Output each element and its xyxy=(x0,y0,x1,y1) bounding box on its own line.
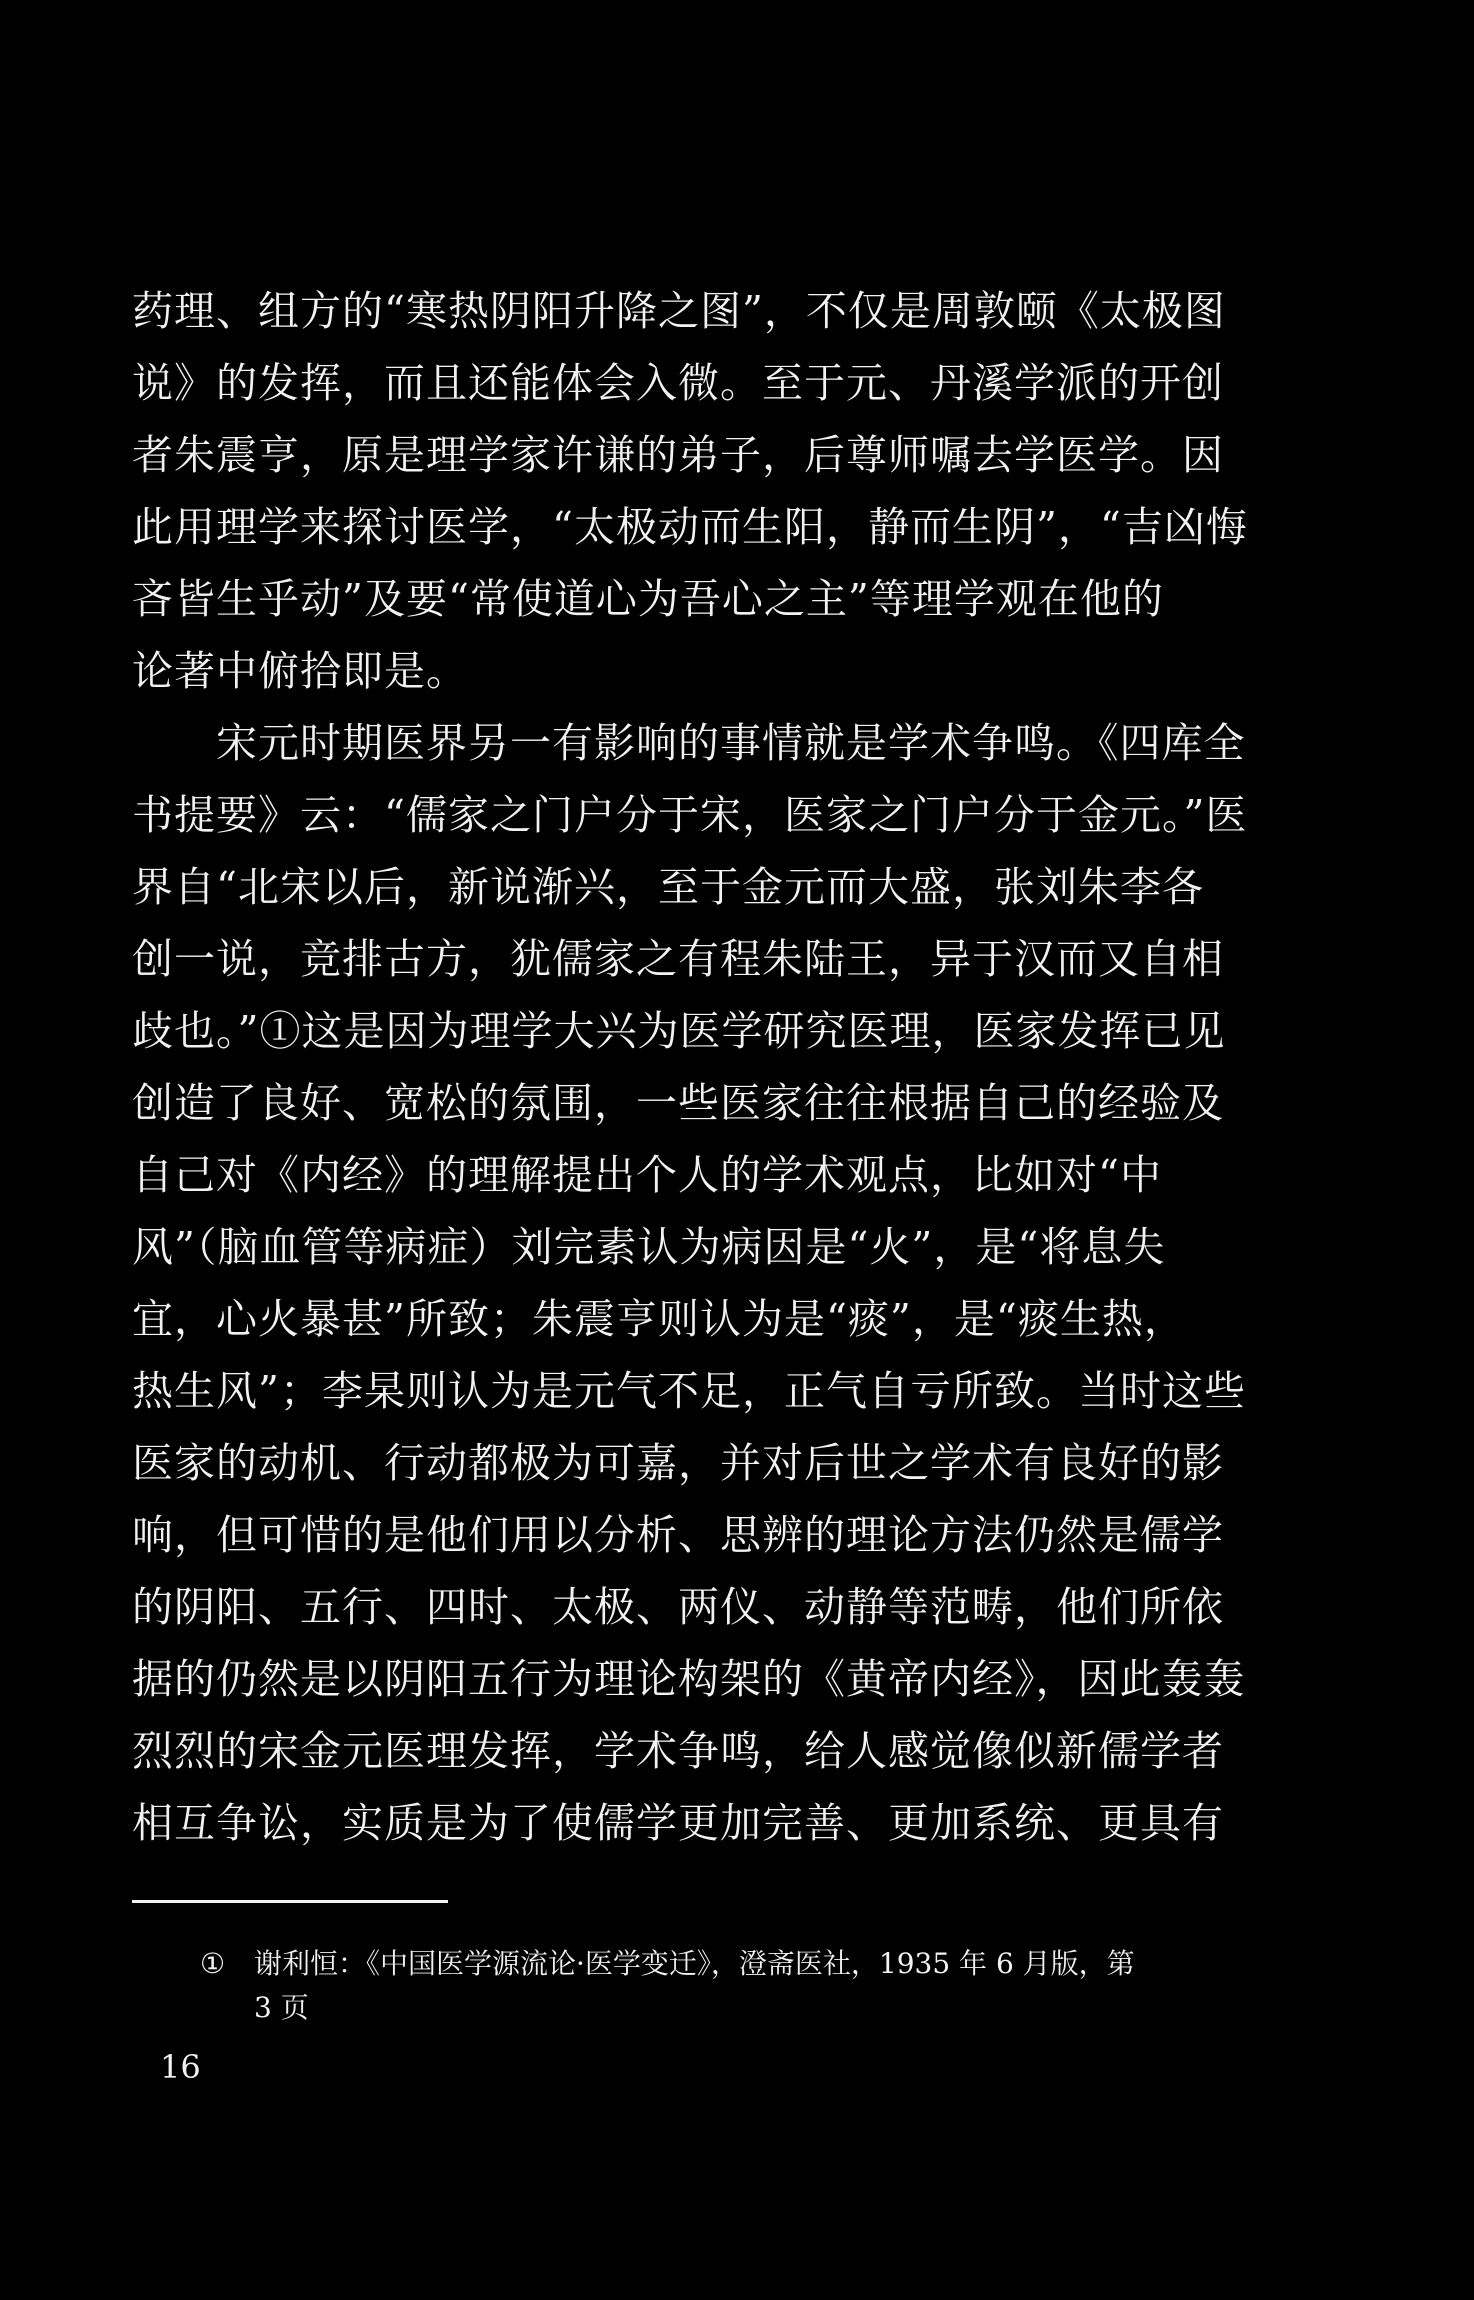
text-line: 的阴阳、五行、四时、太极、两仪、动静等范畴，他们所依 xyxy=(132,1583,1224,1631)
text-line: 自己对《内经》的理解提出个人的学术观点，比如对“中 xyxy=(132,1151,1162,1199)
text-line: 界自“北宋以后，新说渐兴，至于金元而大盛，张刘朱李各 xyxy=(132,863,1204,911)
text-line: 相互争讼，实质是为了使儒学更加完善、更加系统、更具有 xyxy=(132,1799,1224,1847)
text-line: 书提要》云：“儒家之门户分于宋，医家之门户分于金元。”医 xyxy=(132,791,1248,839)
page-number: 16 xyxy=(160,2048,201,2086)
text-line: 医家的动机、行动都极为可嘉，并对后世之学术有良好的影 xyxy=(132,1439,1224,1487)
paragraph-start-line: 宋元时期医界另一有影响的事情就是学术争鸣。《四库全 xyxy=(132,719,1246,767)
text-line: 风”（脑血管等病症）刘完素认为病因是“火”，是“将息失 xyxy=(132,1223,1166,1271)
body-text xyxy=(132,275,1272,1859)
text-line: 创造了良好、宽松的氛围，一些医家往往根据自己的经验及 xyxy=(132,1079,1224,1127)
text-line: 此用理学来探讨医学，“太极动而生阳，静而生阴”，“吉凶悔 xyxy=(132,503,1248,551)
text-line: 烈烈的宋金元医理发挥，学术争鸣，给人感觉像似新儒学者 xyxy=(132,1727,1224,1775)
text-line: 创一说，竞排古方，犹儒家之有程朱陆王，异于汉而又自相 xyxy=(132,935,1224,983)
text-line: 吝皆生乎动”及要“常使道心为吾心之主”等理学观在他的 xyxy=(132,575,1164,623)
text-line: 热生风”；李杲则认为是元气不足，正气自亏所致。当时这些 xyxy=(132,1367,1246,1415)
footnote-text-line: 3 页 xyxy=(254,1991,309,2024)
text-line: 宜，心火暴甚”所致；朱震亨则认为是“痰”，是“痰生热， xyxy=(132,1295,1186,1343)
text-line: 药理、组方的“寒热阴阳升降之图”，不仅是周敦颐《太极图 xyxy=(132,287,1226,335)
text-line: 者朱震亨，原是理学家许谦的弟子，后尊师嘱去学医学。因 xyxy=(132,431,1224,479)
footnote-divider xyxy=(132,1900,448,1903)
text-line: 论著中俯拾即是。 xyxy=(132,647,468,695)
text-line: 歧也。”①这是因为理学大兴为医学研究医理，医家发挥已见 xyxy=(132,1007,1226,1055)
footnote-mark: ① xyxy=(200,1947,226,1980)
footnote-text-line: 谢利恒：《中国医学源流论·医学变迁》，澄斋医社，1935 年 6 月版，第 xyxy=(254,1947,1135,1980)
text-line: 据的仍然是以阴阳五行为理论构架的《黄帝内经》，因此轰轰 xyxy=(132,1655,1246,1703)
text-line: 说》的发挥，而且还能体会入微。至于元、丹溪学派的开创 xyxy=(132,359,1224,407)
text-line: 响，但可惜的是他们用以分析、思辨的理论方法仍然是儒学 xyxy=(132,1511,1224,1559)
